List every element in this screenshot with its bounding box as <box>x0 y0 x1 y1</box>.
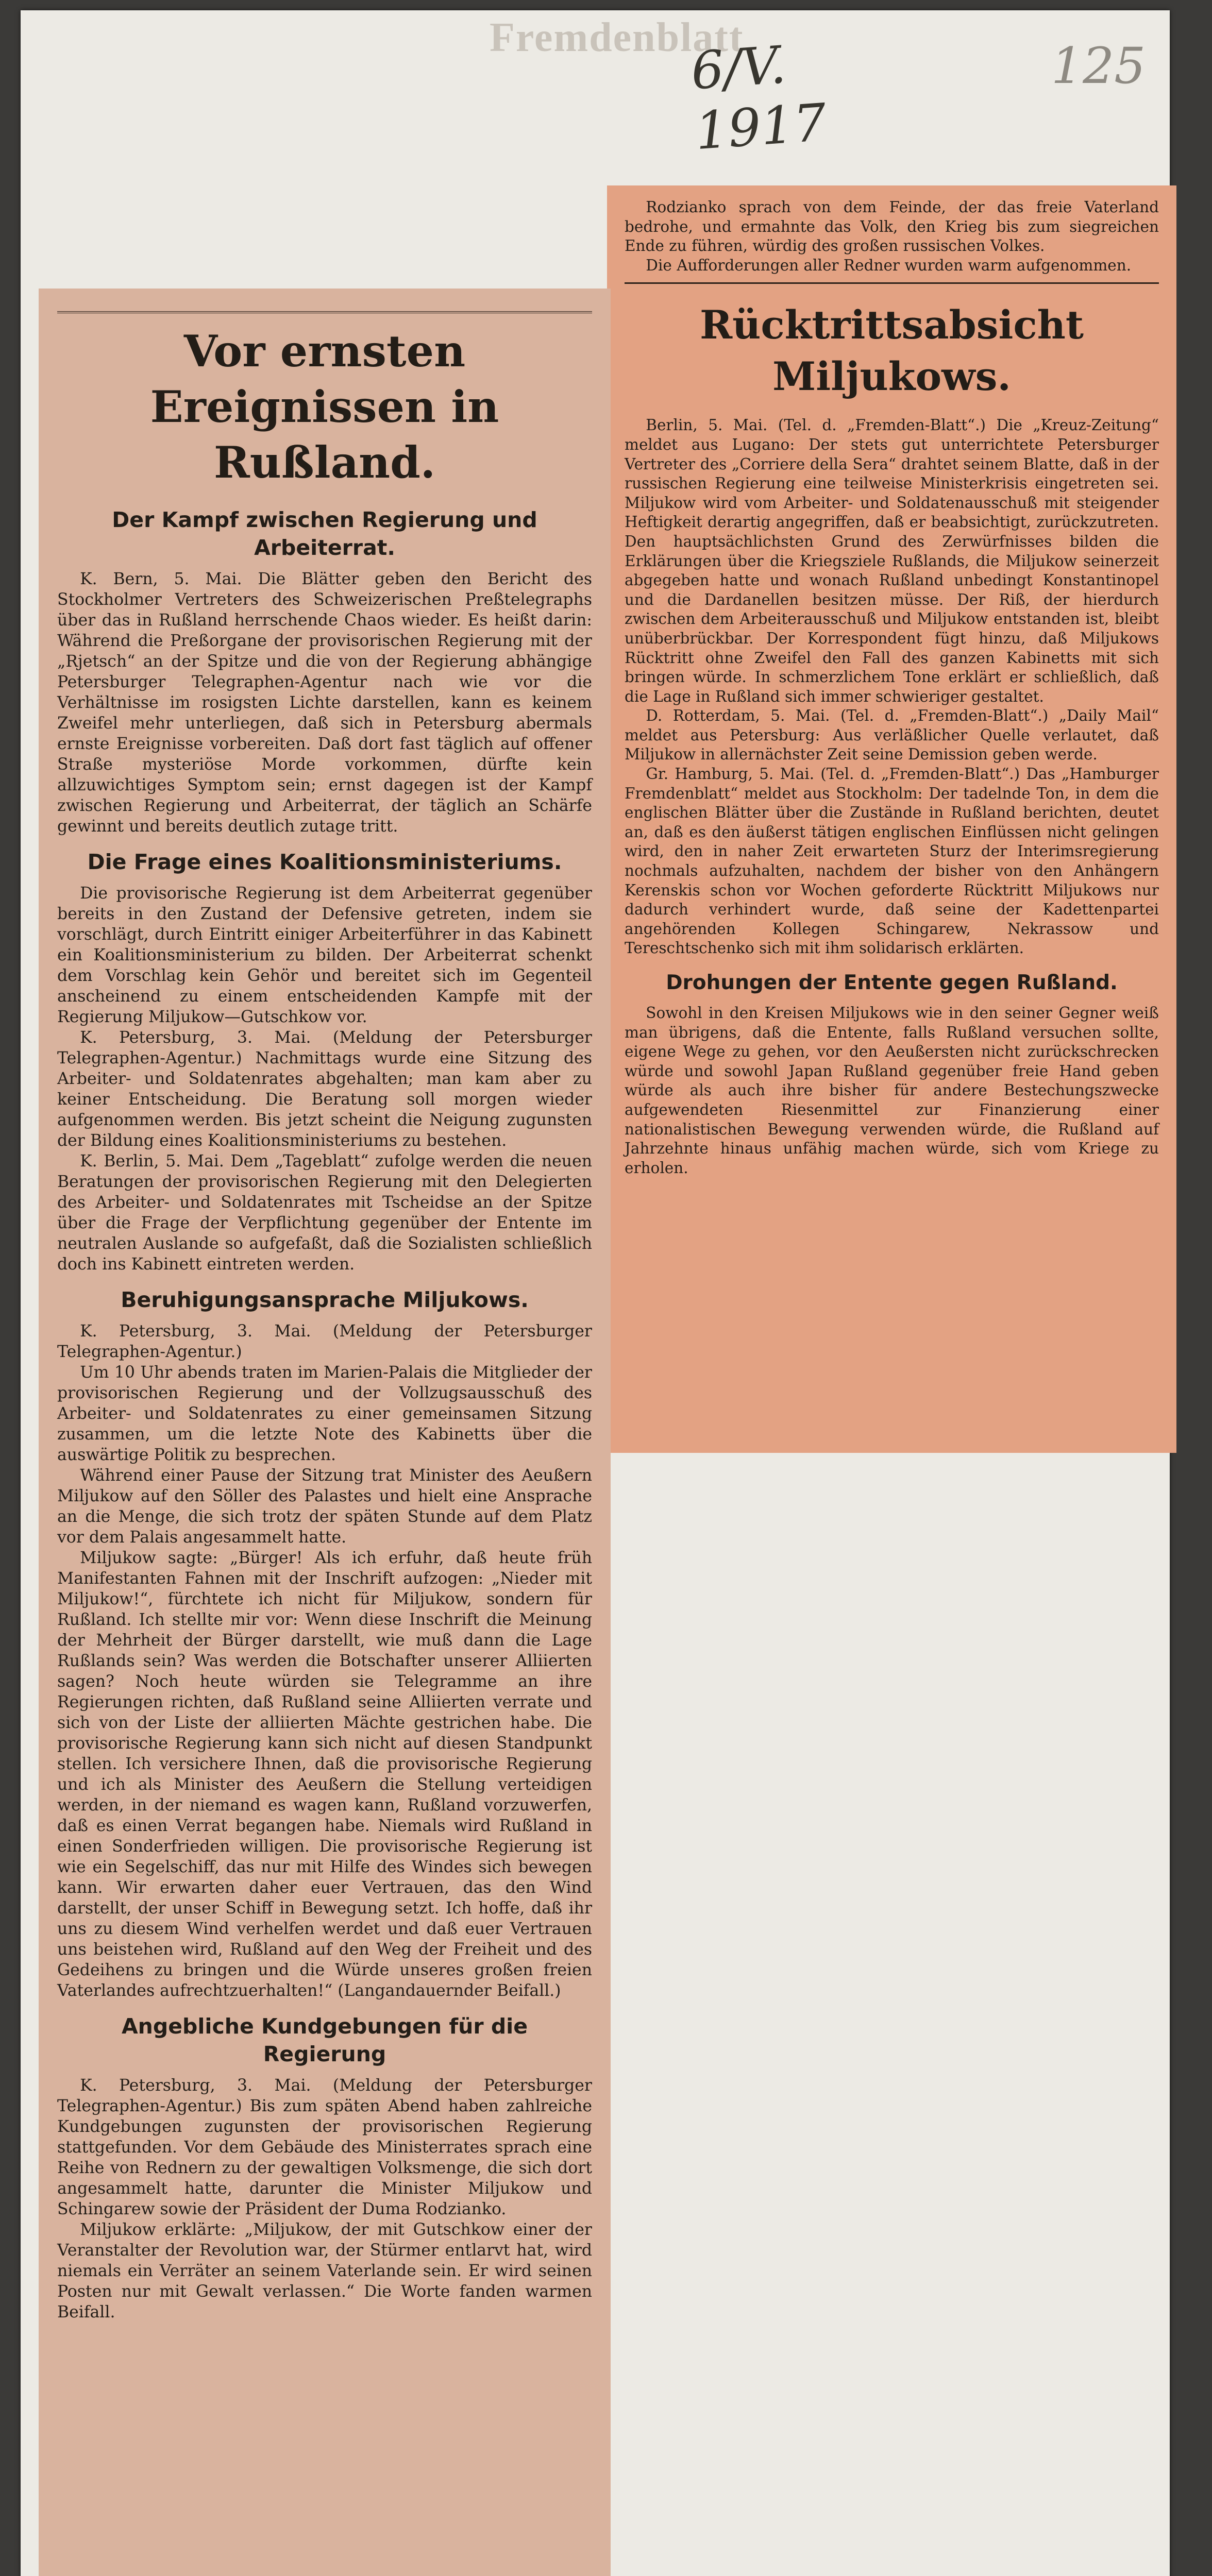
divider <box>625 282 1159 284</box>
paragraph: D. Rotterdam, 5. Mai. (Tel. d. „Fremden-Blatt“.) „Daily Mail“ meldet aus Petersburg: Aus verläßlicher Quelle verlautet, daß Miljukow in allernächster Zeit seine Demission geben werde. <box>625 707 1159 764</box>
paragraph: K. Petersburg, 3. Mai. (Meldung der Petersburger Telegraphen-Agentur.) Bis zum späten Abend haben zahlreiche Kundgebungen zugunsten der provisorischen Regierung stattgefunden. Vor dem Gebäude des Ministerrates sprach eine Reihe von Rednern zu der gewaltigen Volksmenge, die sich dort angesammelt hatte, darunter die Minister Miljukow und Schingarew sowie der Präsident der Duma Rodzianko. <box>57 2076 592 2218</box>
section-heading: Beruhigungsansprache Miljukows. <box>121 1287 529 1312</box>
intro-paragraph: Die Aufforderungen aller Redner wurden warm aufgenommen. <box>646 256 1132 274</box>
newspaper-stamp: Fremdenblatt <box>490 15 744 60</box>
paragraph: Berlin, 5. Mai. (Tel. d. „Fremden-Blatt“.) Die „Kreuz-Zeitung“ meldet aus Lugano: Der stets gut unterrichtete Petersburger Vertreter des „Corriere della Sera“ drahtet seinem Blatte, daß in der russischen Regierung eine teilweise Ministerkrisis eingetreten sei. Miljukow wird vom Arbeiter- und Soldatenausschuß mit steigender Heftigkeit derartig angegriffen, daß er beabsichtigt, zurückzutreten. Den hauptsächlichsten Grund des Zerwürfnisses bilden die Erklärungen über die Kriegsziele Rußlands, die Miljukow seinerzeit abgegeben hatte und wonach Rußland unbedingt Konstantinopel und die Dardanellen besitzen müsse. Der Riß, der hierdurch zwischen dem Arbeiterausschuß und Miljukow entstanden ist, bleibt unüberbrückbar. Der Korrespondent fügt hinzu, daß Miljukows Rücktritt ohne Zweifel den Fall des ganzen Kabinetts mit sich bringen würde. In schmerzlichem Tone erklärt er schließlich, daß die Lage in Rußland sich immer schwieriger gestaltet. <box>625 416 1159 705</box>
intro-paragraph: Rodzianko sprach von dem Feinde, der das freie Vaterland bedrohe, und ermahnte das Volk, den Krieg bis zum siegreichen Ende zu führen, würdig des großen russischen Volkes. <box>625 198 1159 255</box>
divider <box>57 311 592 313</box>
article-title: Vor ernsten Ereignissen in Rußland. <box>150 326 499 488</box>
article-title: Rücktrittsabsicht Miljukows. <box>699 302 1084 400</box>
handwritten-page-number: 125 <box>1051 37 1146 95</box>
handwritten-date: 6/V. 1917 <box>689 34 829 162</box>
section-heading: Die Frage eines Koalitionsministeriums. <box>87 850 562 874</box>
section-heading: Drohungen der Entente gegen Rußland. <box>666 971 1118 994</box>
paragraph: Miljukow sagte: „Bürger! Als ich erfuhr, daß heute früh Manifestanten Fahnen mit der Inschrift aufzogen: „Nieder mit Miljukow!“, fürchtete ich nicht für Miljukow, sondern für Rußland. Ich stellte mir vor: Wenn diese Inschrift die Meinung der Mehrheit der Bürger darstellt, wie muß dann die Lage Rußlands sein? Was werden die Botschafter unserer Alliierten sagen? Noch heute würden sie Telegramme an ihre Regierungen richten, daß Rußland seine Alliierten verrate und sich von der Liste der alliierten Mächte gestrichen habe. Die provisorische Regierung kann sich nicht auf diesen Standpunkt stellen. Ich versichere Ihnen, daß die provisorische Regierung und ich als Minister des Aeußern die Stellung verteidigen werden, in der niemand es wagen kann, Rußland vorzuwerfen, daß es einen Verrat begangen habe. Niemals wird Rußland in einen Sonderfrieden willigen. Die provisorische Regierung ist wie ein Segelschiff, das nur mit Hilfe des Windes sich bewegen kann. Wir erwarten daher euer Vertrauen, das den Wind darstellt, der unser Schiff in Bewegung setzt. Ich hoffe, daß ihr uns zu diesem Wind verhelfen werdet und daß euer Vertrauen uns beistehen wird, Rußland auf den Weg der Freiheit und des Gedeihens zu bringen und die Würde unseres großen freien Vaterlandes aufrechtzuerhalten!“ (Langandauernder Beifall.) <box>57 1549 592 2000</box>
paragraph: Sowohl in den Kreisen Miljukows wie in den seiner Gegner weiß man übrigens, daß die Entente, falls Rußland versuchen sollte, eigene Wege zu gehen, vor den Aeußersten nicht zurückschrecken würde und sowohl Japan Rußland gegenüber freie Hand geben würde als auch ihre bisher für andere Bestechungszwecke aufgewendeten Riesenmittel zur Finanzierung einer nationalistischen Bewegung verwenden würde, die Rußland auf Jahrzehnte hinaus unfähig machen würde, sich vom Kriege zu erholen. <box>625 1004 1159 1177</box>
right-clipping <box>607 185 1176 1453</box>
paragraph: Während einer Pause der Sitzung trat Minister des Aeußern Miljukow auf den Söller des Palastes und hielt eine Ansprache an die Menge, die sich trotz der späten Stunde auf dem Platz vor dem Palais angesammelt hatte. <box>57 1466 592 1547</box>
paragraph: Um 10 Uhr abends traten im Marien-Palais die Mitglieder der provisorischen Regierung und der Vollzugsausschuß des Arbeiter- und Soldatenrates zu einer gemeinsamen Sitzung zusammen, um die letzte Note des Kabinetts über die auswärtige Politik zu besprechen. <box>57 1363 592 1464</box>
paragraph: Miljukow erklärte: „Miljukow, der mit Gutschkow einer der Veranstalter der Revolution war, der Stürmer entlarvt hat, wird niemals ein Verräter an seinem Vaterlande sein. Er wird seinen Posten nur mit Gewalt verlassen.“ Die Worte fanden warmen Beifall. <box>57 2221 592 2321</box>
paragraph: K. Berlin, 5. Mai. Dem „Tageblatt“ zufolge werden die neuen Beratungen der provisorischen Regierung mit den Delegierten des Arbeiter- und Soldatenrates mit Tscheidse an der Spitze über die Frage der Verpflichtung gegenüber der Entente im neutralen Auslande so aufgefaßt, daß die Sozialisten schließlich doch ins Kabinett eintreten werden. <box>57 1152 592 1274</box>
paragraph: K. Bern, 5. Mai. Die Blätter geben den Bericht des Stockholmer Vertreters des Schweizerischen Preßtelegraphs über das in Rußland herrschende Chaos wieder. Es heißt darin: Während die Preßorgane der provisorischen Regierung mit der „Rjetsch“ an der Spitze und die von der Regierung abhängige Petersburger Telegraphen-Agentur nach wie vor die Verhältnisse im rosigsten Lichte darstellen, kann es keinem Zweifel mehr unterliegen, daß sich in Petersburg abermals ernste Ereignisse vorbereiten. Daß dort fast täglich auf offener Straße mysteriöse Morde vorkommen, dürfte kein allzuwichtiges Symptom sein; ernst dagegen ist der Kampf zwischen Regierung und Arbeiterrat, der täglich an Schärfe gewinnt und bereits deutlich zutage tritt. <box>57 570 592 836</box>
paragraph: Die provisorische Regierung ist dem Arbeiterrat gegenüber bereits in den Zustand der Defensive getreten, indem sie vorschlägt, durch Eintritt einiger Arbeiterführer in das Kabinett ein Koalitionsministerium zu bilden. Der Arbeiterrat schenkt dem Vorschlag kein Gehör und bereitet sich im Gegenteil anscheinend zu einem entscheidenden Kampfe mit der Regierung Miljukow—Gutschkow vor. <box>57 884 592 1026</box>
section-heading: Angebliche Kundgebungen für die Regierung <box>121 2014 528 2066</box>
paragraph: K. Petersburg, 3. Mai. (Meldung der Petersburger Telegraphen-Agentur.) <box>57 1322 592 1361</box>
paragraph: K. Petersburg, 3. Mai. (Meldung der Petersburger Telegraphen-Agentur.) Nachmittags wurde eine Sitzung des Arbeiter- und Soldatenrates abgehalten; man kam aber zu keiner Entscheidung. Die Beratung soll morgen wieder aufgenommen werden. Bis jetzt scheint die Neigung zugunsten der Bildung eines Koalitionsministeriums zu bestehen. <box>57 1028 592 1150</box>
paragraph: Gr. Hamburg, 5. Mai. (Tel. d. „Fremden-Blatt“.) Das „Hamburger Fremdenblatt“ meldet aus Stockholm: Der tadelnde Ton, in dem die englischen Blätter über die Zustände in Rußland berichten, deutet an, daß es den äußerst tätigen englischen Einflüssen nicht gelingen wird, den in naher Zeit erwarteten Sturz der Interimsregierung nochmals aufzuhalten, nachdem der bisher von den Anhängern Kerenskis schon vor Wochen geforderte Rücktritt Miljukows nur dadurch verhindert wurde, daß seine der Kadettenpartei angehörenden Kollegen Schingarew, Nekrassow und Tereschtschenko sich mit ihm solidarisch erklärten. <box>625 765 1159 957</box>
section-heading: Der Kampf zwischen Regierung und Arbeiterrat. <box>112 507 537 560</box>
left-clipping <box>39 289 611 2576</box>
